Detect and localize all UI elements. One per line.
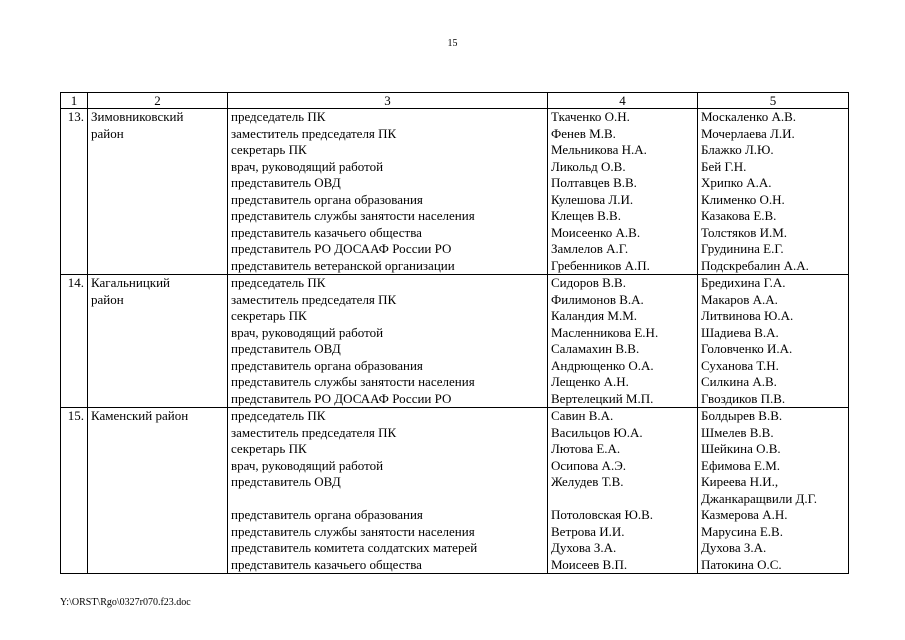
members-cell (548, 408, 698, 574)
reserve-member-name: Грудинина Е.Г. (701, 241, 784, 256)
reserves-cell (698, 408, 849, 574)
header-cell-5: 5 (698, 93, 849, 109)
reserve-member-name: Головченко И.А. (701, 341, 793, 356)
member-name: Савин В.А. (551, 408, 614, 423)
member-name: Фенев М.В. (551, 125, 616, 141)
members-cell (548, 109, 698, 275)
district-cell (88, 408, 228, 574)
position-title: представитель РО ДОСААФ России РО (231, 390, 452, 406)
reserves-cell (698, 275, 849, 408)
reserve-member-name: Силкина А.В. (701, 374, 777, 389)
table-row (61, 408, 849, 574)
member-name: Полтавцев В.В. (551, 175, 637, 190)
reserves-cell (698, 109, 849, 275)
reserve-member-name: Патокина О.С. (701, 556, 782, 572)
row-number-cell (61, 109, 88, 275)
member-name: Замлелов А.Г. (551, 241, 629, 256)
row-number-cell (61, 408, 88, 574)
reserve-member-name: Ефимова Е.М. (701, 457, 781, 473)
member-name: Масленникова Е.Н. (551, 324, 659, 340)
positions-cell (228, 408, 548, 574)
member-name (548, 491, 697, 508)
member-name: Мельникова Н.А. (551, 142, 647, 157)
position-title: представитель ОВД (231, 175, 341, 190)
reserve-member-name: Подскребалин А.А. (701, 257, 809, 273)
reserve-member-name: Шадиева В.А. (701, 324, 779, 340)
reserve-member-name: Киреева Н.И., (701, 474, 779, 489)
reserve-member-name: Клименко О.Н. (701, 191, 785, 207)
page-number: 15 (447, 38, 458, 49)
member-name: Духова З.А. (551, 540, 617, 555)
member-name: Клещев В.В. (551, 208, 621, 223)
row-number: 13. (67, 109, 84, 124)
row-number-cell (61, 275, 88, 408)
member-name: Филимонов В.А. (551, 291, 644, 307)
reserve-member-name: Джанкаращвили Д.Г. (701, 490, 817, 506)
member-name: Лютова Е.А. (551, 441, 621, 456)
member-name: Ликольд О.В. (551, 158, 626, 174)
table-row (61, 109, 849, 275)
position-title: врач, руководящий работой (231, 324, 384, 340)
member-name: Сидоров В.В. (551, 275, 626, 290)
reserve-member-name: Казакова Е.В. (701, 208, 777, 223)
position-title: секретарь ПК (231, 308, 307, 323)
member-name: Каландия М.М. (551, 308, 638, 323)
position-title: представитель ветеранской организации (231, 257, 455, 273)
position-title: представитель казачьего общества (231, 556, 422, 572)
position-title: представитель органа образования (231, 507, 423, 522)
district-name-line: район (91, 291, 124, 307)
district-name-line: Кагальницкий (91, 275, 171, 290)
district-name-line: район (91, 125, 124, 141)
district-cell (88, 275, 228, 408)
reserve-member-name: Блажко Л.Ю. (701, 142, 774, 157)
position-title: врач, руководящий работой (231, 457, 384, 473)
position-title: представитель службы занятости населения (231, 374, 475, 389)
member-name: Ветрова И.И. (551, 523, 625, 539)
position-title: заместитель председателя ПК (231, 125, 397, 141)
positions-cell (228, 275, 548, 408)
reserve-member-name: Литвинова Ю.А. (701, 308, 794, 323)
commission-table (60, 92, 849, 574)
member-name: Осипова А.Э. (551, 457, 627, 473)
reserve-member-name: Казмерова А.Н. (701, 507, 788, 522)
district-cell (88, 109, 228, 275)
district-name-line: Каменский район (91, 408, 189, 423)
reserve-member-name: Шмелев В.В. (701, 424, 774, 440)
member-name: Вертелецкий М.П. (551, 390, 654, 406)
header-cell-3: 3 (228, 93, 548, 109)
position-title: представитель казачьего общества (231, 224, 422, 240)
header-cell-1: 1 (61, 93, 88, 109)
header-row (61, 93, 849, 109)
header-cell-2: 2 (88, 93, 228, 109)
reserve-member-name: Суханова Т.Н. (701, 357, 779, 373)
reserve-member-name: Бей Г.Н. (701, 158, 747, 174)
reserve-member-name: Болдырев В.В. (701, 408, 783, 423)
position-title: врач, руководящий работой (231, 158, 384, 174)
position-title: председатель ПК (231, 109, 326, 124)
reserve-member-name: Хрипко А.А. (701, 175, 772, 190)
member-name: Саламахин В.В. (551, 341, 640, 356)
reserve-member-name: Толстяков И.М. (701, 224, 788, 240)
position-title: представитель службы занятости населения (231, 208, 475, 223)
position-title: представитель ОВД (231, 341, 341, 356)
row-number: 15. (67, 408, 84, 423)
member-name: Желудев Т.В. (551, 474, 624, 489)
table-row (61, 275, 849, 408)
reserve-member-name: Бредихина Г.А. (701, 275, 786, 290)
position-title: секретарь ПК (231, 441, 307, 456)
member-name: Моисеев В.П. (551, 556, 628, 572)
member-name: Гребенников А.П. (551, 257, 650, 273)
position-title: представитель ОВД (231, 474, 341, 489)
position-title: представитель органа образования (231, 191, 423, 207)
position-title: председатель ПК (231, 408, 326, 423)
reserve-member-name: Марусина Е.В. (701, 523, 783, 539)
reserve-member-name: Духова З.А. (701, 540, 767, 555)
reserve-member-name: Макаров А.А. (701, 291, 778, 307)
member-name: Васильцов Ю.А. (551, 424, 643, 440)
reserve-member-name: Москаленко А.В. (701, 109, 797, 124)
position-title: представитель службы занятости населения (231, 523, 475, 539)
members-cell (548, 275, 698, 408)
position-title: заместитель председателя ПК (231, 291, 397, 307)
positions-cell (228, 109, 548, 275)
header-cell-4: 4 (548, 93, 698, 109)
file-path-footer: Y:\ORST\Rgo\0327r070.f23.doc (60, 597, 191, 608)
member-name: Моисеенко А.В. (551, 224, 641, 240)
row-number: 14. (67, 275, 84, 290)
position-title: представитель РО ДОСААФ России РО (231, 241, 452, 256)
reserve-member-name: Гвоздиков П.В. (701, 390, 786, 406)
member-name: Лещенко А.Н. (551, 374, 629, 389)
position-title: председатель ПК (231, 275, 326, 290)
member-name: Ткаченко О.Н. (551, 109, 630, 124)
district-name-line: Зимовниковский (91, 109, 184, 124)
member-name: Андрющенко О.А. (551, 357, 654, 373)
position-title: представитель комитета солдатских матерей (231, 540, 478, 555)
member-name: Потоловская Ю.В. (551, 507, 654, 522)
position-title: секретарь ПК (231, 142, 307, 157)
member-name: Кулешова Л.И. (551, 191, 634, 207)
position-title: представитель органа образования (231, 357, 423, 373)
position-title: заместитель председателя ПК (231, 424, 397, 440)
reserve-member-name: Шейкина О.В. (701, 441, 781, 456)
reserve-member-name: Мочерлаева Л.И. (701, 125, 795, 141)
position-title (228, 491, 547, 508)
